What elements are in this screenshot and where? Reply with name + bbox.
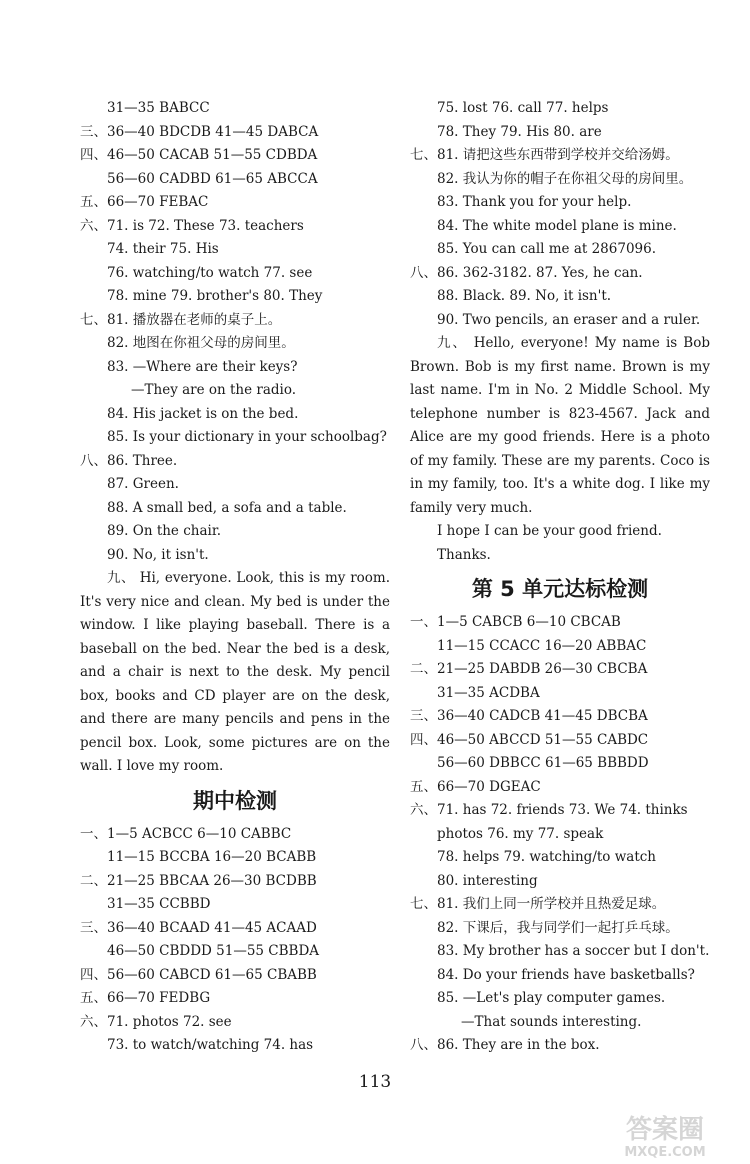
watermark-logo bbox=[600, 1110, 730, 1160]
answer-line: 82. 下课后，我与同学们一起打乒乓球。 bbox=[437, 919, 679, 936]
answer-line: 90. No, it isn't. bbox=[107, 546, 209, 563]
answer-line: 一、1—5 ACBCC 6—10 CABBC bbox=[80, 825, 292, 842]
answer-line: 31—35 ACDBA bbox=[437, 684, 540, 701]
watermark-title: 答案圈 bbox=[625, 1115, 705, 1145]
answer-line: 六、71. photos 72. see bbox=[80, 1013, 232, 1030]
answer-line: 八、86. Three. bbox=[80, 452, 178, 469]
answer-line: 74. their 75. His bbox=[107, 241, 219, 257]
passage-paragraph: 九、 Hello, everyone! My name is Bob Brown. Bob is my first name. Brown is my last name. I'm in No. 2 Middle School. My telephone number is 823-4567. Jack and Alice are my good friends. Here is a photo of my family. These are my parents. Coco is in my family, too. It's a white dog. I like my family very much. bbox=[410, 335, 710, 516]
right-column bbox=[410, 97, 710, 1058]
answer-line: 六、71. has 72. friends 73. We 74. thinks bbox=[410, 802, 688, 818]
answer-line: 31—35 CCBBD bbox=[107, 896, 211, 912]
answer-line: 三、36—40 CADCB 41—45 DBCBA bbox=[410, 708, 648, 724]
answer-line: Thanks. bbox=[437, 546, 491, 563]
answer-line: 88. A small bed, a sofa and a table. bbox=[107, 499, 347, 516]
answer-line: 八、86. They are in the box. bbox=[410, 1037, 600, 1053]
page-number: 113 bbox=[358, 1072, 392, 1092]
answer-line: 七、81. 播放器在老师的桌子上。 bbox=[80, 311, 282, 328]
answer-line: —That sounds interesting. bbox=[461, 1013, 642, 1030]
answer-line: 75. lost 76. call 77. helps bbox=[437, 100, 609, 116]
passage-paragraph: 九、 Hi, everyone. Look, this is my room. It's very nice and clean. My bed is under the window. I like playing baseball. There is a baseball on the bed. Near the bed is a desk, and a chair is next to the desk. My pencil box, books and CD player are on the desk, and there are many pencils and pens in the pencil box. Look, some pictures are on the wall. I love my room. bbox=[80, 570, 390, 774]
answer-line: 78. mine 79. brother's 80. They bbox=[107, 288, 323, 304]
answer-line: 87. Green. bbox=[107, 476, 179, 492]
answer-line: 七、81. 我们上同一所学校并且热爱足球。 bbox=[410, 896, 666, 912]
answer-line: 84. The white model plane is mine. bbox=[437, 217, 677, 234]
answer-line: 三、36—40 BCAAD 41—45 ACAAD bbox=[80, 919, 317, 936]
answer-line: 80. interesting bbox=[437, 872, 538, 889]
answer-line: 31—35 BABCC bbox=[107, 100, 210, 116]
answer-line: 82. 地图在你祖父母的房间里。 bbox=[107, 335, 295, 351]
answer-line: 82. 我认为你的帽子在你祖父母的房间里。 bbox=[437, 170, 693, 187]
answer-line: 78. They 79. His 80. are bbox=[437, 123, 602, 140]
answer-line: 11—15 BCCBA 16—20 BCABB bbox=[107, 849, 317, 865]
answer-line: 八、86. 362-3182. 87. Yes, he can. bbox=[410, 264, 643, 281]
answer-line: —They are on the radio. bbox=[131, 382, 297, 398]
answer-line: 一、1—5 CABCB 6—10 CBCAB bbox=[410, 614, 621, 630]
answer-line: 78. helps 79. watching/to watch bbox=[437, 849, 656, 865]
answer-line: 二、21—25 BBCAA 26—30 BCDBB bbox=[80, 872, 317, 889]
passage-paragraph: I hope I can be your good friend. bbox=[437, 523, 662, 539]
answer-line: 84. His jacket is on the bed. bbox=[107, 405, 299, 422]
answer-line: photos 76. my 77. speak bbox=[437, 825, 604, 842]
answer-line: 76. watching/to watch 77. see bbox=[107, 264, 313, 281]
answer-line: 84. Do your friends have basketballs? bbox=[437, 966, 695, 983]
answer-line: 三、36—40 BDCDB 41—45 DABCA bbox=[80, 123, 319, 140]
answer-line: 四、46—50 CACAB 51—55 CDBDA bbox=[80, 147, 318, 163]
answer-line: 五、66—70 FEDBG bbox=[80, 990, 211, 1006]
answer-line: 73. to watch/watching 74. has bbox=[107, 1037, 314, 1053]
answer-line: 85. You can call me at 2867096. bbox=[437, 241, 657, 257]
answer-line: 85. Is your dictionary in your schoolbag? bbox=[107, 429, 387, 445]
answer-line: 83. —Where are their keys? bbox=[107, 358, 298, 375]
answer-line: 五、66—70 DGEAC bbox=[410, 778, 541, 795]
answer-line: 90. Two pencils, an eraser and a ruler. bbox=[437, 311, 701, 328]
answer-line: 56—60 DBBCC 61—65 BBBDD bbox=[437, 755, 649, 771]
answer-line: 六、71. is 72. These 73. teachers bbox=[80, 217, 304, 234]
answer-line: 56—60 CADBD 61—65 ABCCA bbox=[107, 170, 318, 187]
answer-line: 11—15 CCACC 16—20 ABBAC bbox=[437, 637, 647, 654]
left-column bbox=[80, 97, 390, 1058]
answer-line: 四、46—50 ABCCD 51—55 CABDC bbox=[410, 731, 649, 748]
answer-line: 二、21—25 DABDB 26—30 CBCBA bbox=[410, 661, 648, 677]
answer-line: 83. Thank you for your help. bbox=[437, 194, 632, 210]
answer-line: 88. Black. 89. No, it isn't. bbox=[437, 288, 612, 304]
answer-line: 46—50 CBDDD 51—55 CBBDA bbox=[107, 943, 320, 959]
answer-line: 83. My brother has a soccer but I don't. bbox=[437, 943, 710, 959]
answer-line: 89. On the chair. bbox=[107, 523, 222, 539]
watermark-url: MXQE.COM bbox=[624, 1145, 706, 1160]
section-heading: 第 5 单元达标检测 bbox=[471, 577, 649, 601]
answer-line: 七、81. 请把这些东西带到学校并交给汤姆。 bbox=[410, 147, 679, 163]
answer-line: 四、56—60 CABCD 61—65 CBABB bbox=[80, 966, 317, 983]
answer-line: 85. —Let's play computer games. bbox=[437, 990, 666, 1006]
answer-line: 五、66—70 FEBAC bbox=[80, 194, 209, 210]
section-heading: 期中检测 bbox=[193, 788, 277, 813]
